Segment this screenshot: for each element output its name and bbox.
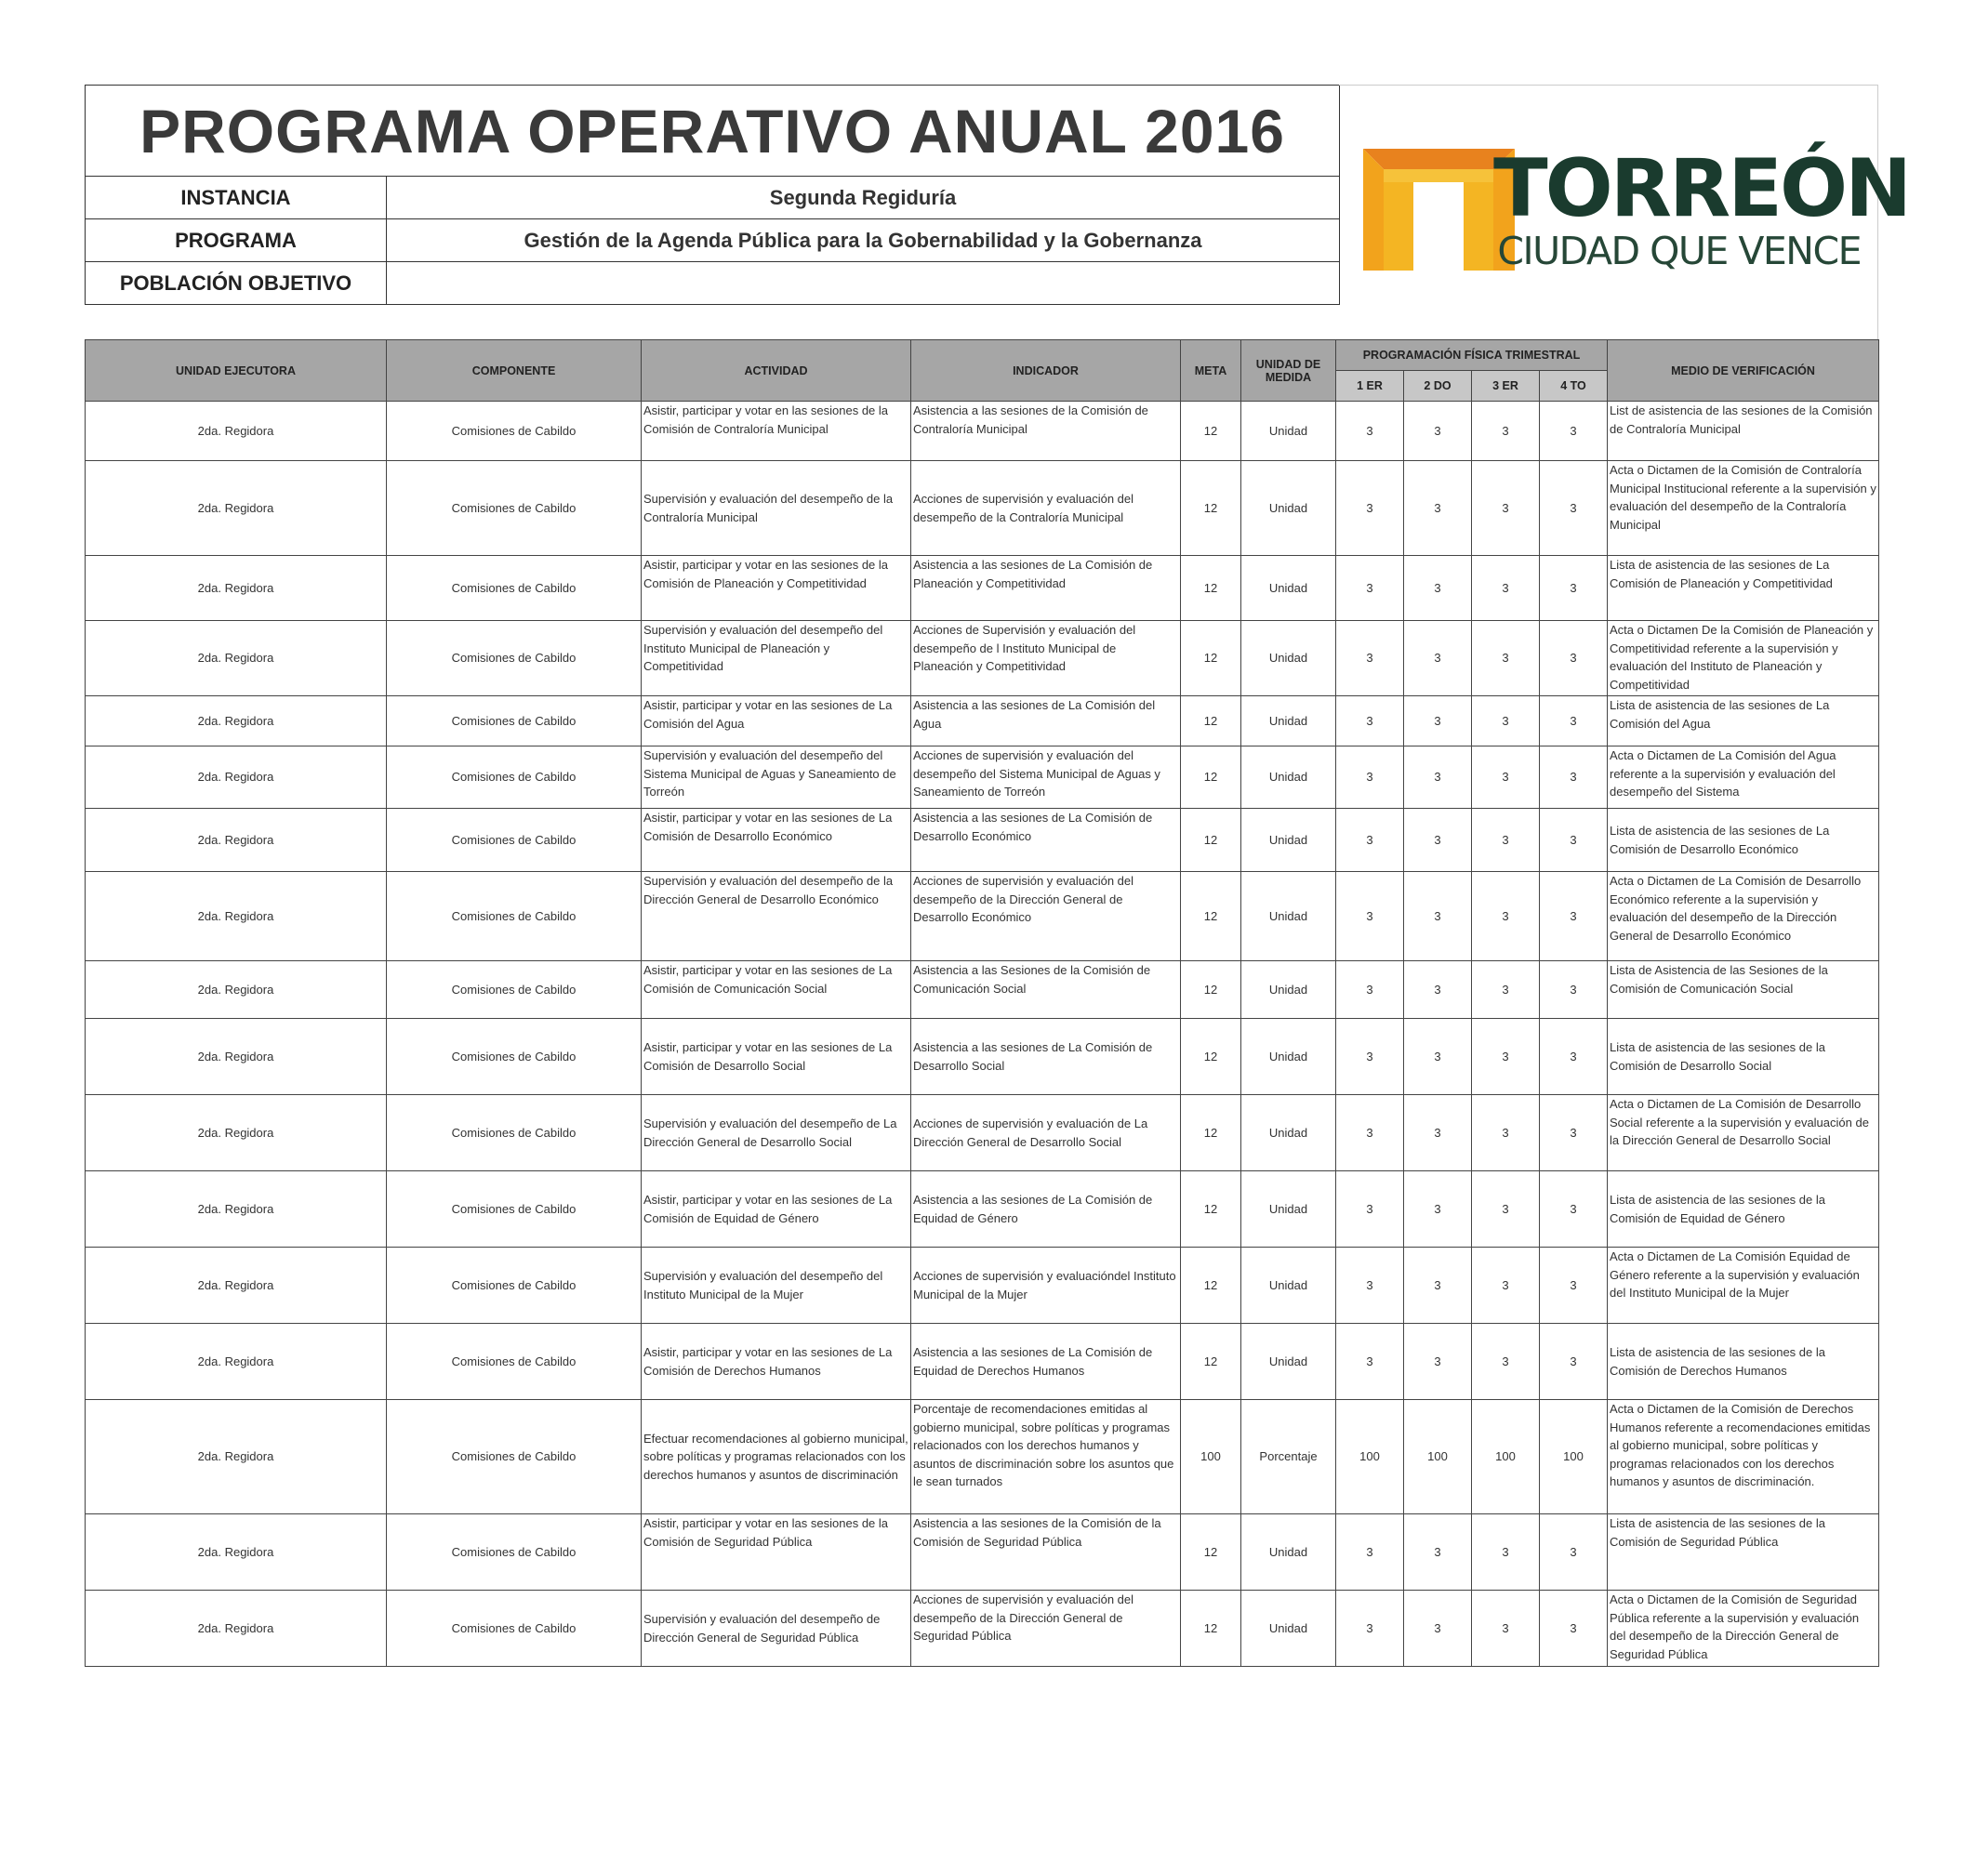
table-row: [86, 1591, 1879, 1667]
cell-meta: 12: [1181, 1095, 1241, 1171]
cell-unidad: 2da. Regidora: [86, 872, 387, 961]
field-label-programa: PROGRAMA: [86, 219, 387, 262]
cell-unidad: 2da. Regidora: [86, 961, 387, 1019]
cell-componente: Comisiones de Cabildo: [387, 461, 642, 556]
cell-unidad: 2da. Regidora: [86, 1019, 387, 1095]
cell-actividad: Supervisión y evaluación del desempeño de La Dirección General de Desarrollo Social: [642, 1095, 911, 1171]
cell-indicador: Asistencia a las sesiones de La Comisión de Desarrollo Económico: [911, 809, 1181, 872]
cell-meta: 12: [1181, 461, 1241, 556]
cell-q3: 3: [1472, 1514, 1540, 1591]
header-indicador: INDICADOR: [911, 340, 1181, 402]
cell-unidad: 2da. Regidora: [86, 1248, 387, 1324]
cell-q4: 3: [1540, 809, 1608, 872]
cell-indicador: Asistencia a las sesiones de La Comisión de Equidad de Género: [911, 1171, 1181, 1248]
cell-meta: 100: [1181, 1400, 1241, 1514]
cell-q1: 100: [1336, 1400, 1404, 1514]
cell-q3: 3: [1472, 1248, 1540, 1324]
cell-medio: Lista de asistencia de las sesiones de la Comisión de Seguridad Pública: [1608, 1514, 1879, 1591]
cell-q2: 3: [1404, 556, 1472, 621]
cell-q4: 3: [1540, 1019, 1608, 1095]
cell-medio: List de asistencia de las sesiones de la Comisión de Contraloría Municipal: [1608, 402, 1879, 461]
cell-actividad: Asistir, participar y votar en las sesiones de La Comisión de Equidad de Género: [642, 1171, 911, 1248]
cell-componente: Comisiones de Cabildo: [387, 1248, 642, 1324]
field-value-instancia: Segunda Regiduría: [387, 177, 1340, 219]
cell-unidad: 2da. Regidora: [86, 1400, 387, 1514]
cell-unidad: 2da. Regidora: [86, 1171, 387, 1248]
header-q1: 1 ER: [1336, 371, 1404, 402]
cell-medida: Unidad: [1241, 1248, 1336, 1324]
cell-unidad: 2da. Regidora: [86, 696, 387, 746]
cell-q4: 3: [1540, 872, 1608, 961]
cell-actividad: Asistir, participar y votar en las sesiones de la Comisión de Seguridad Pública: [642, 1514, 911, 1591]
cell-componente: Comisiones de Cabildo: [387, 402, 642, 461]
cell-componente: Comisiones de Cabildo: [387, 1171, 642, 1248]
cell-medio: Acta o Dictamen de La Comisión del Agua referente a la supervisión y evaluación del desempeño del Sistema: [1608, 746, 1879, 809]
cell-q3: 3: [1472, 1019, 1540, 1095]
cell-meta: 12: [1181, 556, 1241, 621]
cell-medida: Porcentaje: [1241, 1400, 1336, 1514]
cell-medida: Unidad: [1241, 872, 1336, 961]
cell-q4: 3: [1540, 1171, 1608, 1248]
header-componente: COMPONENTE: [387, 340, 642, 402]
cell-medio: Lista de asistencia de las sesiones de la Comisión de Desarrollo Social: [1608, 1019, 1879, 1095]
cell-q1: 3: [1336, 961, 1404, 1019]
cell-medio: Lista de asistencia de las sesiones de la Comisión de Derechos Humanos: [1608, 1324, 1879, 1400]
cell-medio: Lista de asistencia de las sesiones de la Comisión de Equidad de Género: [1608, 1171, 1879, 1248]
cell-q4: 3: [1540, 1514, 1608, 1591]
cell-q3: 3: [1472, 696, 1540, 746]
cell-meta: 12: [1181, 809, 1241, 872]
cell-actividad: Supervisión y evaluación del desempeño de la Dirección General de Desarrollo Económico: [642, 872, 911, 961]
cell-actividad: Asistir, participar y votar en las sesiones de la Comisión de Contraloría Municipal: [642, 402, 911, 461]
cell-indicador: Asistencia a las sesiones de La Comisión del Agua: [911, 696, 1181, 746]
cell-q3: 3: [1472, 1591, 1540, 1667]
cell-q1: 3: [1336, 809, 1404, 872]
table-row: [86, 1324, 1879, 1400]
cell-medio: Acta o Dictamen de La Comisión de Desarrollo Económico referente a la supervisión y evaluación del desempeño de la Dirección General de Desarrollo Económico: [1608, 872, 1879, 961]
cell-q1: 3: [1336, 621, 1404, 696]
cell-unidad: 2da. Regidora: [86, 1324, 387, 1400]
cell-q3: 3: [1472, 746, 1540, 809]
header-q3: 3 ER: [1472, 371, 1540, 402]
cell-componente: Comisiones de Cabildo: [387, 621, 642, 696]
field-value-poblacion: [387, 262, 1340, 305]
cell-q4: 3: [1540, 461, 1608, 556]
cell-q2: 3: [1404, 621, 1472, 696]
cell-q4: 3: [1540, 961, 1608, 1019]
cell-indicador: Asistencia a las sesiones de La Comisión de Desarrollo Social: [911, 1019, 1181, 1095]
header-medio-verificacion: MEDIO DE VERIFICACIÓN: [1608, 340, 1879, 402]
cell-medio: Lista de asistencia de las sesiones de La Comisión del Agua: [1608, 696, 1879, 746]
header-programacion: PROGRAMACIÓN FÍSICA TRIMESTRAL: [1336, 340, 1608, 371]
cell-meta: 12: [1181, 402, 1241, 461]
cell-medida: Unidad: [1241, 961, 1336, 1019]
cell-indicador: Acciones de supervisión y evaluación del desempeño de la Dirección General de Desarrollo Económico: [911, 872, 1181, 961]
cell-componente: Comisiones de Cabildo: [387, 961, 642, 1019]
cell-componente: Comisiones de Cabildo: [387, 809, 642, 872]
cell-q1: 3: [1336, 1019, 1404, 1095]
cell-unidad: 2da. Regidora: [86, 746, 387, 809]
cell-q1: 3: [1336, 1591, 1404, 1667]
cell-q1: 3: [1336, 1248, 1404, 1324]
cell-actividad: Efectuar recomendaciones al gobierno municipal, sobre políticas y programas relacionados con los derechos humanos y asuntos de discriminación: [642, 1400, 911, 1514]
table-row: [86, 1095, 1879, 1171]
cell-unidad: 2da. Regidora: [86, 1514, 387, 1591]
cell-medio: Acta o Dictamen de La Comisión de Desarrollo Social referente a la supervisión y evaluación de la Dirección General de Desarrollo Social: [1608, 1095, 1879, 1171]
cell-meta: 12: [1181, 696, 1241, 746]
cell-actividad: Supervisión y evaluación del desempeño del Instituto Municipal de la Mujer: [642, 1248, 911, 1324]
cell-q1: 3: [1336, 746, 1404, 809]
field-label-instancia: INSTANCIA: [86, 177, 387, 219]
cell-q2: 100: [1404, 1400, 1472, 1514]
cell-q4: 3: [1540, 556, 1608, 621]
cell-q1: 3: [1336, 461, 1404, 556]
cell-q1: 3: [1336, 1324, 1404, 1400]
cell-medida: Unidad: [1241, 809, 1336, 872]
header-actividad: ACTIVIDAD: [642, 340, 911, 402]
cell-componente: Comisiones de Cabildo: [387, 696, 642, 746]
cell-q3: 3: [1472, 872, 1540, 961]
cell-actividad: Supervisión y evaluación del desempeño de Dirección General de Seguridad Pública: [642, 1591, 911, 1667]
cell-medida: Unidad: [1241, 746, 1336, 809]
cell-q2: 3: [1404, 696, 1472, 746]
cell-q4: 3: [1540, 746, 1608, 809]
cell-indicador: Asistencia a las sesiones de la Comisión de la Comisión de Seguridad Pública: [911, 1514, 1181, 1591]
cell-q3: 3: [1472, 1171, 1540, 1248]
cell-meta: 12: [1181, 746, 1241, 809]
cell-q4: 100: [1540, 1400, 1608, 1514]
cell-q1: 3: [1336, 872, 1404, 961]
cell-indicador: Acciones de supervisión y evaluación del desempeño de la Contraloría Municipal: [911, 461, 1181, 556]
table-row: [86, 696, 1879, 746]
header-meta: META: [1181, 340, 1241, 402]
cell-q3: 3: [1472, 556, 1540, 621]
cell-indicador: Asistencia a las sesiones de La Comisión de Planeación y Competitividad: [911, 556, 1181, 621]
cell-indicador: Asistencia a las Sesiones de la Comisión de Comunicación Social: [911, 961, 1181, 1019]
document-page: [85, 85, 1910, 1667]
cell-meta: 12: [1181, 1019, 1241, 1095]
cell-medida: Unidad: [1241, 1324, 1336, 1400]
cell-componente: Comisiones de Cabildo: [387, 872, 642, 961]
cell-q2: 3: [1404, 1514, 1472, 1591]
document-title: PROGRAMA OPERATIVO ANUAL 2016: [86, 86, 1340, 177]
cell-q3: 3: [1472, 402, 1540, 461]
cell-actividad: Asistir, participar y votar en las sesiones de La Comisión de Derechos Humanos: [642, 1324, 911, 1400]
cell-medio: Lista de asistencia de las sesiones de La Comisión de Planeación y Competitividad: [1608, 556, 1879, 621]
cell-unidad: 2da. Regidora: [86, 1591, 387, 1667]
cell-indicador: Acciones de Supervisión y evaluación del desempeño de l Instituto Municipal de Planeación y Competitividad: [911, 621, 1181, 696]
cell-actividad: Asistir, participar y votar en las sesiones de La Comisión de Comunicación Social: [642, 961, 911, 1019]
cell-actividad: Supervisión y evaluación del desempeño del Instituto Municipal de Planeación y Competitividad: [642, 621, 911, 696]
cell-medida: Unidad: [1241, 556, 1336, 621]
cell-q4: 3: [1540, 621, 1608, 696]
header-q4: 4 TO: [1540, 371, 1608, 402]
cell-q4: 3: [1540, 1591, 1608, 1667]
cell-q1: 3: [1336, 1095, 1404, 1171]
cell-componente: Comisiones de Cabildo: [387, 1019, 642, 1095]
cell-q2: 3: [1404, 872, 1472, 961]
cell-q2: 3: [1404, 1171, 1472, 1248]
cell-q3: 3: [1472, 1095, 1540, 1171]
torreon-logo-mark-icon: [1363, 149, 1515, 271]
cell-actividad: Asistir, participar y votar en las sesiones de la Comisión de Planeación y Competitividad: [642, 556, 911, 621]
cell-q1: 3: [1336, 402, 1404, 461]
table-row: [86, 1248, 1879, 1324]
cell-indicador: Acciones de supervisión y evaluación del desempeño de la Dirección General de Seguridad Pública: [911, 1591, 1181, 1667]
cell-meta: 12: [1181, 1248, 1241, 1324]
cell-q3: 3: [1472, 1324, 1540, 1400]
cell-q2: 3: [1404, 809, 1472, 872]
cell-unidad: 2da. Regidora: [86, 1095, 387, 1171]
cell-q2: 3: [1404, 1095, 1472, 1171]
cell-q3: 3: [1472, 461, 1540, 556]
cell-q2: 3: [1404, 402, 1472, 461]
cell-q2: 3: [1404, 1019, 1472, 1095]
cell-q1: 3: [1336, 696, 1404, 746]
cell-medida: Unidad: [1241, 461, 1336, 556]
table-row: [86, 402, 1879, 461]
cell-q1: 3: [1336, 1171, 1404, 1248]
cell-indicador: Asistencia a las sesiones de la Comisión de Contraloría Municipal: [911, 402, 1181, 461]
logo-wordmark: TORREÓN: [1493, 142, 1910, 235]
header-q2: 2 DO: [1404, 371, 1472, 402]
cell-medio: Acta o Dictamen de la Comisión de Contraloría Municipal Institucional referente a la supervisión y evaluación del desempeño de la Contraloría Municipal: [1608, 461, 1879, 556]
table-row: [86, 872, 1879, 961]
document-header: [85, 85, 1910, 339]
cell-q2: 3: [1404, 746, 1472, 809]
torreon-logo: [1339, 85, 1910, 339]
cell-componente: Comisiones de Cabildo: [387, 1591, 642, 1667]
cell-q1: 3: [1336, 556, 1404, 621]
cell-meta: 12: [1181, 1324, 1241, 1400]
table-row: [86, 1400, 1879, 1514]
cell-medida: Unidad: [1241, 1591, 1336, 1667]
cell-medida: Unidad: [1241, 1514, 1336, 1591]
cell-meta: 12: [1181, 1591, 1241, 1667]
cell-medio: Acta o Dictamen de la Comisión de Derechos Humanos referente a recomendaciones emitidas al gobierno municipal, sobre políticas y programas relacionados con los derechos humanos y asuntos de discriminación.: [1608, 1400, 1879, 1514]
table-row: [86, 1514, 1879, 1591]
cell-q2: 3: [1404, 1248, 1472, 1324]
table-row: [86, 809, 1879, 872]
header-unidad-medida: UNIDAD DE MEDIDA: [1241, 340, 1336, 402]
table-body: [86, 402, 1879, 1667]
cell-medida: Unidad: [1241, 1095, 1336, 1171]
cell-q2: 3: [1404, 961, 1472, 1019]
cell-componente: Comisiones de Cabildo: [387, 1324, 642, 1400]
cell-componente: Comisiones de Cabildo: [387, 1400, 642, 1514]
cell-medida: Unidad: [1241, 621, 1336, 696]
cell-q2: 3: [1404, 461, 1472, 556]
cell-q3: 3: [1472, 621, 1540, 696]
program-table: [85, 339, 1879, 1667]
cell-q3: 3: [1472, 961, 1540, 1019]
cell-medida: Unidad: [1241, 1171, 1336, 1248]
cell-unidad: 2da. Regidora: [86, 556, 387, 621]
cell-q4: 3: [1540, 402, 1608, 461]
table-row: [86, 961, 1879, 1019]
cell-q4: 3: [1540, 696, 1608, 746]
cell-medida: Unidad: [1241, 696, 1336, 746]
cell-meta: 12: [1181, 1171, 1241, 1248]
header-unidad-ejecutora: UNIDAD EJECUTORA: [86, 340, 387, 402]
table-row: [86, 621, 1879, 696]
table-row: [86, 746, 1879, 809]
cell-q1: 3: [1336, 1514, 1404, 1591]
table-row: [86, 1171, 1879, 1248]
cell-actividad: Supervisión y evaluación del desempeño del Sistema Municipal de Aguas y Saneamiento de Torreón: [642, 746, 911, 809]
cell-componente: Comisiones de Cabildo: [387, 746, 642, 809]
cell-medio: Lista de asistencia de las sesiones de La Comisión de Desarrollo Económico: [1608, 809, 1879, 872]
cell-indicador: Acciones de supervisión y evaluacióndel Instituto Municipal de la Mujer: [911, 1248, 1181, 1324]
cell-meta: 12: [1181, 1514, 1241, 1591]
cell-q3: 100: [1472, 1400, 1540, 1514]
cell-medio: Acta o Dictamen de La Comisión Equidad de Género referente a la supervisión y evaluación del Instituto Municipal de la Mujer: [1608, 1248, 1879, 1324]
cell-indicador: Acciones de supervisión y evaluación de La Dirección General de Desarrollo Social: [911, 1095, 1181, 1171]
cell-medio: Lista de Asistencia de las Sesiones de la Comisión de Comunicación Social: [1608, 961, 1879, 1019]
cell-unidad: 2da. Regidora: [86, 402, 387, 461]
header-table: [85, 85, 1340, 305]
cell-componente: Comisiones de Cabildo: [387, 1514, 642, 1591]
cell-unidad: 2da. Regidora: [86, 621, 387, 696]
cell-q4: 3: [1540, 1248, 1608, 1324]
cell-actividad: Asistir, participar y votar en las sesiones de La Comisión de Desarrollo Económico: [642, 809, 911, 872]
cell-meta: 12: [1181, 872, 1241, 961]
cell-meta: 12: [1181, 961, 1241, 1019]
cell-medio: Acta o Dictamen de la Comisión de Seguridad Pública referente a la supervisión y evaluación del desempeño de la Dirección General de Seguridad Pública: [1608, 1591, 1879, 1667]
cell-indicador: Acciones de supervisión y evaluación del desempeño del Sistema Municipal de Aguas y Saneamiento de Torreón: [911, 746, 1181, 809]
cell-unidad: 2da. Regidora: [86, 809, 387, 872]
cell-componente: Comisiones de Cabildo: [387, 1095, 642, 1171]
table-row: [86, 1019, 1879, 1095]
cell-indicador: Porcentaje de recomendaciones emitidas al gobierno municipal, sobre políticas y programas relacionados con los derechos humanos y asuntos de discriminación sobre los asuntos que le sean turnados: [911, 1400, 1181, 1514]
cell-q4: 3: [1540, 1095, 1608, 1171]
logo-tagline: CIUDAD QUE VENCE: [1497, 229, 1861, 273]
cell-q2: 3: [1404, 1591, 1472, 1667]
cell-actividad: Asistir, participar y votar en las sesiones de La Comisión del Agua: [642, 696, 911, 746]
cell-medida: Unidad: [1241, 402, 1336, 461]
table-row: [86, 461, 1879, 556]
field-value-programa: Gestión de la Agenda Pública para la Gobernabilidad y la Gobernanza: [387, 219, 1340, 262]
cell-unidad: 2da. Regidora: [86, 461, 387, 556]
cell-medio: Acta o Dictamen De la Comisión de Planeación y Competitividad referente a la supervisión y evaluación del Instituto de Planeación y Competitividad: [1608, 621, 1879, 696]
cell-componente: Comisiones de Cabildo: [387, 556, 642, 621]
cell-q2: 3: [1404, 1324, 1472, 1400]
cell-indicador: Asistencia a las sesiones de La Comisión de Equidad de Derechos Humanos: [911, 1324, 1181, 1400]
cell-q4: 3: [1540, 1324, 1608, 1400]
cell-actividad: Supervisión y evaluación del desempeño de la Contraloría Municipal: [642, 461, 911, 556]
cell-meta: 12: [1181, 621, 1241, 696]
cell-medida: Unidad: [1241, 1019, 1336, 1095]
table-row: [86, 556, 1879, 621]
field-label-poblacion: POBLACIÓN OBJETIVO: [86, 262, 387, 305]
cell-actividad: Asistir, participar y votar en las sesiones de La Comisión de Desarrollo Social: [642, 1019, 911, 1095]
cell-q3: 3: [1472, 809, 1540, 872]
